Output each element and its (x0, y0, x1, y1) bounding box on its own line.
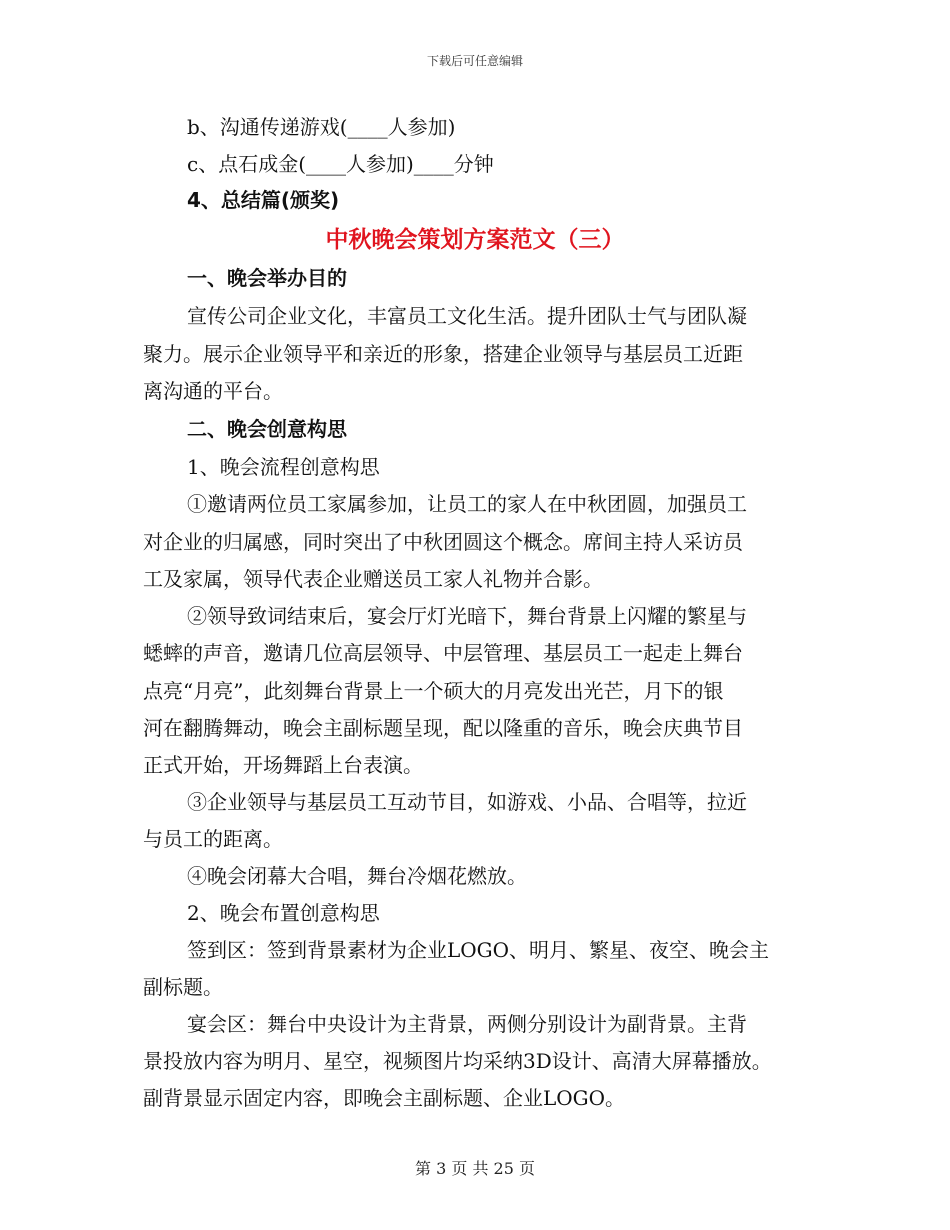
text-line: 点亮“月亮”，此刻舞台背景上一个硕大的月亮发出光芒，月下的银 (143, 679, 724, 703)
text-line: 正式开始，开场舞蹈上台表演。 (143, 753, 423, 777)
text-line: ④晚会闭幕大合唱，舞台冷烟花燃放。 (187, 864, 527, 888)
heading-1: 一、晚会举办目的 (187, 266, 347, 290)
text-line: b、沟通传递游戏(____人参加) (187, 115, 456, 139)
text-line: c、点石成金(____人参加)____分钟 (187, 152, 494, 176)
page-footer: 第 3 页 共 25 页 (415, 1159, 535, 1178)
text-line: 副标题。 (143, 975, 223, 999)
text-line: 宴会区：舞台中央设计为主背景，两侧分别设计为副背景。主背 (187, 1012, 747, 1036)
page-header: 下载后可任意编辑 (426, 54, 523, 68)
text-line: 副背景显示固定内容，即晚会主副标题、企业LOGO。 (143, 1086, 626, 1110)
text-line: ②领导致词结束后，宴会厅灯光暗下，舞台背景上闪耀的繁星与 (187, 604, 747, 628)
text-line: 签到区：签到背景素材为企业LOGO、明月、繁星、夜空、晚会主 (187, 938, 770, 962)
section-title: 中秋晚会策划方案范文（三） (325, 227, 625, 253)
text-line: 4、总结篇(颁奖) (187, 188, 340, 212)
text-line: 宣传公司企业文化，丰富员工文化生活。提升团队士气与团队凝 (187, 304, 747, 328)
text-line: 河在翻腾舞动，晚会主副标题呈现，配以隆重的音乐，晚会庆典节目 (143, 716, 743, 740)
text-line: 蟋蟀的声音，邀请几位高层领导、中层管理、基层员工一起走上舞台 (143, 641, 743, 665)
text-line: ③企业领导与基层员工互动节目，如游戏、小品、合唱等，拉近 (187, 790, 747, 814)
subheading: 1、晚会流程创意构思 (187, 455, 380, 479)
text-line: ①邀请两位员工家属参加，让员工的家人在中秋团圆，加强员工 (187, 492, 747, 516)
subheading: 2、晚会布置创意构思 (187, 901, 380, 925)
text-line: 对企业的归属感，同时突出了中秋团圆这个概念。席间主持人采访员 (143, 530, 743, 554)
text-line: 与员工的距离。 (143, 827, 283, 851)
text-line: 聚力。展示企业领导平和亲近的形象，搭建企业领导与基层员工近距 (143, 342, 743, 366)
text-line: 景投放内容为明月、星空，视频图片均采纳3D设计、高清大屏幕播放。 (143, 1049, 772, 1073)
heading-2: 二、晚会创意构思 (187, 417, 347, 441)
text-line: 离沟通的平台。 (143, 379, 283, 403)
text-line: 工及家属，领导代表企业赠送员工家人礼物并合影。 (143, 567, 603, 591)
